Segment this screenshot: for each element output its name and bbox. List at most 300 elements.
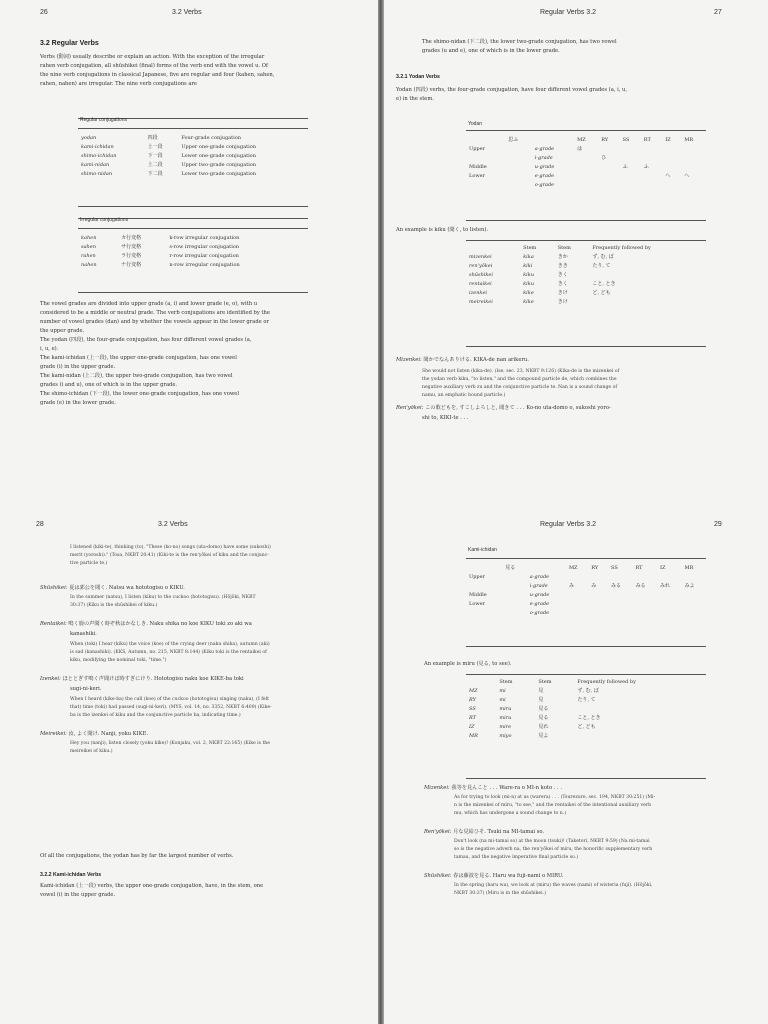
table-cell: みる	[635, 583, 646, 589]
table-cell	[574, 153, 598, 162]
table-row	[466, 270, 706, 279]
table-cell	[574, 180, 598, 189]
table-cell	[566, 608, 588, 617]
table-cell	[641, 171, 663, 180]
table-cell: a-grade	[529, 573, 550, 580]
table-row	[466, 563, 706, 572]
example-sentence: Mizenkei: 我等を見んこと . . . Ware-ra o MI-n koto . . .	[424, 785, 562, 791]
table-cell: きけ	[557, 299, 568, 305]
table-cell	[681, 590, 706, 599]
running-head: 3.2 Verbs	[172, 9, 202, 16]
table-cell: きく	[557, 272, 568, 278]
table-cell	[505, 162, 532, 171]
table-cell	[620, 144, 641, 153]
table-cell	[466, 677, 496, 686]
table-cell	[598, 144, 619, 153]
gloss-line: When I heard (kike-ba) the call (koe) of the cuckoo (hototogisu) singing (naku), (I felt	[70, 697, 269, 702]
text-line: Yodan (四段) verbs, the four-grade conjugation, have four different vowel grades (a, i, u,	[396, 87, 628, 93]
table-cell: MZ	[568, 564, 578, 571]
table-cell: IZ	[659, 564, 666, 571]
subsection-paragraph	[396, 86, 740, 104]
text-line: The vowel grades are divided into upper grade (a, i) and lower grade (e, o), with u	[40, 301, 258, 307]
table-cell	[641, 180, 663, 189]
table-cell: Lower one-grade conjugation	[181, 152, 256, 159]
table-cell: SS	[622, 136, 630, 143]
table-cell	[632, 590, 656, 599]
table-cell: u-grade	[529, 591, 550, 598]
table-cell	[466, 243, 520, 252]
table-cell	[466, 581, 502, 590]
table-row	[466, 695, 706, 704]
table-cell	[681, 162, 706, 171]
table-row	[466, 288, 706, 297]
table-row	[466, 153, 706, 162]
table-row	[466, 731, 706, 740]
table-cell: ひ	[601, 155, 607, 161]
table-cell	[502, 590, 526, 599]
gloss-line: ba is the izenkei of kiku and the conjunctive particle ba, indicating time.)	[70, 713, 241, 718]
gloss-line: In the spring (haru wa), we look at (miru) the waves (nami) of wisteria (fuji). (Hōjōki,	[454, 883, 653, 888]
table-cell: RY	[591, 564, 599, 571]
example-continued: sugi-ni-keri.	[70, 686, 102, 692]
table-cell: MZ	[577, 136, 586, 143]
table-cell: ren'yōkei	[469, 262, 493, 269]
subsection-heading: 3.2.2 Kami-ichidan Verbs	[40, 872, 102, 878]
table-cell: み	[591, 583, 597, 589]
table-cell	[505, 144, 532, 153]
table-cell: 見	[538, 688, 544, 694]
table-cell	[620, 171, 641, 180]
table-cell: RY	[469, 696, 476, 703]
table-caption: Irregular conjugations	[80, 217, 129, 223]
table-cell: Middle	[469, 591, 487, 598]
gloss-line: is sad (kanashiki). (KKS, Autumn, no. 215, NKBT 8:144) (Kiku toki is the rentaikei of	[70, 650, 267, 655]
subsection-heading: 3.2.1 Yodan Verbs	[396, 74, 440, 80]
gloss-line: namu, an emphatic bound particle.)	[422, 393, 506, 398]
text-line: the nine verb conjugations in classical Japanese, five are regular and four (kahen, sahen,	[40, 72, 275, 78]
table-cell: rentaikei	[469, 280, 492, 287]
table-cell: miru	[499, 705, 512, 712]
table-cell	[632, 572, 656, 581]
table-cell: みれ	[659, 583, 670, 589]
table-cell: Stem	[557, 244, 571, 251]
table-cell	[466, 608, 502, 617]
table-cell: MR	[684, 136, 694, 143]
table-row	[78, 133, 308, 142]
table-cell	[466, 563, 502, 572]
table-cell: Four-grade conjugation	[181, 134, 241, 141]
example-sentence: Rentaikei: 鳴く鹿の声聞く時ぞ秋はかなしき. Naku shika no koe KIKU toki zo aki wa	[40, 621, 252, 627]
table-row	[466, 590, 706, 599]
table-cell: きき	[557, 263, 568, 269]
table-cell	[502, 599, 526, 608]
table-caption: Yodan	[468, 121, 482, 127]
table-row	[466, 171, 706, 180]
example-sentence: Ren'yōkei: 月な見給ひそ. Tsuki na MI-tamai so.	[424, 829, 545, 835]
table-cell	[574, 704, 706, 713]
table-cell	[657, 590, 681, 599]
gloss-line: merit (yoroshi)." (Tosa, NKBT 20:41) (Kiki-te is the ren'yōkei of kiku and the conjunc-	[70, 553, 269, 558]
table-cell: Upper	[469, 573, 485, 580]
table-cell: カ行変格	[121, 235, 142, 241]
table-cell: kami-nidan	[81, 161, 110, 168]
text-line: i, u, e).	[40, 346, 59, 352]
table-cell	[502, 581, 526, 590]
table-row	[466, 722, 706, 731]
example-continued: kanashiki.	[70, 631, 97, 637]
table-cell: ど, ども	[577, 724, 596, 730]
yodan-grade-table	[466, 135, 706, 189]
table-cell	[589, 297, 706, 306]
closing-sentence: Of all the conjugations, the yodan has by far the largest number of verbs.	[40, 853, 234, 859]
table-cell: MR	[684, 564, 694, 571]
table-cell: たり, て	[577, 697, 596, 703]
table-cell: 下一段	[147, 153, 163, 159]
subsection-paragraph	[40, 882, 356, 900]
table-cell: k-row irregular conjugation	[169, 234, 240, 241]
table-cell	[608, 590, 632, 599]
table-cell	[620, 180, 641, 189]
page-28	[0, 512, 378, 1024]
table-row	[466, 144, 706, 153]
table-cell: ふ	[622, 164, 628, 170]
table-cell: r-row irregular conjugation	[169, 252, 239, 259]
table-cell	[641, 144, 663, 153]
running-head: Regular Verbs 3.2	[540, 521, 597, 528]
table-cell: 見れ	[538, 724, 549, 730]
kami-ichidan-grade-table	[466, 563, 706, 617]
table-cell: は	[577, 146, 583, 152]
table-cell	[608, 608, 632, 617]
table-cell: 下二段	[147, 171, 163, 177]
table-cell	[588, 572, 608, 581]
table-cell: Upper	[469, 145, 485, 152]
table-cell: e-grade	[534, 172, 555, 179]
text-line: Verbs (動詞) usually describe or explain an action. With the exception of the irregular	[40, 54, 265, 60]
table-cell: kike	[523, 289, 534, 296]
table-cell: Upper one-grade conjugation	[181, 143, 256, 150]
table-cell: こと, とき	[577, 715, 601, 721]
table-cell	[532, 135, 574, 144]
table-row	[466, 581, 706, 590]
table-cell	[681, 572, 706, 581]
table-cell	[681, 144, 706, 153]
table-cell	[641, 153, 663, 162]
table-cell	[566, 572, 588, 581]
text-line: grade (e) in the lower grade.	[40, 400, 116, 406]
table-cell: IZ	[469, 723, 475, 730]
table-row	[78, 142, 308, 151]
table-row	[466, 677, 706, 686]
table-row	[466, 713, 706, 722]
table-cell	[662, 144, 681, 153]
table-row	[466, 608, 706, 617]
table-cell: サ行変格	[121, 244, 142, 250]
gloss-line: tive particle te.)	[70, 561, 108, 566]
miru-forms-table	[466, 677, 706, 740]
table-cell	[681, 180, 706, 189]
table-cell	[608, 572, 632, 581]
table-cell: 上二段	[147, 162, 163, 168]
table-cell: RT	[643, 136, 651, 143]
page-number: 27	[714, 9, 722, 16]
table-cell: kiki	[523, 262, 533, 269]
table-cell	[598, 180, 619, 189]
table-row	[466, 572, 706, 581]
table-cell	[657, 572, 681, 581]
table-cell	[657, 599, 681, 608]
table-row	[466, 599, 706, 608]
table-row	[78, 169, 308, 178]
table-cell: kiku	[523, 280, 535, 287]
table-cell	[632, 599, 656, 608]
table-cell: kika	[523, 253, 534, 260]
gloss-line: Hey you (nanji), listen closely (yoku kike)! (Konjaku, vol. 2, NKBT 22:165) (Kike is the	[70, 741, 270, 746]
table-cell: Upper two-grade conjugation	[181, 161, 257, 168]
intro-paragraph	[422, 38, 740, 56]
table-cell: 見る	[505, 565, 516, 571]
example-renyokei: Ren'yōkei: この歌どもを, すこしよろしと, 聞きて . . . Ko-no uta-domo o, sukoshi yoro-	[396, 405, 611, 411]
table-cell: miyo	[499, 732, 512, 739]
table-cell: nahen	[81, 261, 97, 268]
table-cell	[681, 599, 706, 608]
table-cell: きけ	[557, 290, 568, 296]
text-line: considered to be a middle or neutral grade. The verb conjugations are identified by the	[40, 310, 270, 316]
gloss-line: As for trying to look (mi-n) at us (warera) . . . (Tsurezure, sec. 194, NKBT 30:251) (Mi-	[454, 795, 656, 800]
table-cell	[566, 599, 588, 608]
table-row	[466, 243, 706, 252]
text-line: grades (u and e), one of which is in the lower grade.	[422, 48, 560, 54]
gloss-line: that) time (toki) had passed (sugi-ni-keri). (MYS, vol. 14, no. 3352, NKBT 6:409) (Kike-	[70, 705, 272, 710]
table-cell: mire	[499, 723, 512, 730]
table-cell: RT	[469, 714, 477, 721]
gloss-line: I listened (kiki-te), thinking (to), "These (ko-no) songs (uta-domo) have some (sukoshi)	[70, 545, 271, 550]
table-cell: izenkei	[469, 289, 488, 296]
table-row	[466, 261, 706, 270]
table-cell: 思ふ	[508, 137, 519, 143]
example-intro: An example is miru (見る, to see).	[424, 661, 512, 667]
gloss-line: negative auxiliary verb zu and the conjunctive particle te. Nan is a sound change of	[422, 385, 618, 390]
irregular-conjugations-table	[78, 233, 308, 269]
table-cell: shimo-ichidan	[81, 152, 117, 159]
example-sentence: Shūshikei: 春は藤波を見る. Haru wa fuji-nami o MIRU.	[424, 873, 564, 879]
table-cell	[681, 153, 706, 162]
table-cell: Frequently followed by	[577, 678, 636, 685]
example-continued: shi to, KIKI-te . . .	[422, 415, 469, 421]
text-line: grades (i and u), one of which is in the upper grade.	[40, 382, 178, 388]
regular-conjugations-table	[78, 133, 308, 178]
example-mizenkei: Mizenkei: 聞かでなんありける. KIKA-de nan arikeru.	[396, 357, 529, 363]
text-line: The shimo-ichidan (下一段), the lower one-grade conjugation, has one vowel	[40, 391, 240, 397]
table-cell: ず, む, ば	[577, 688, 599, 694]
gloss-continued	[70, 544, 356, 568]
table-cell	[598, 171, 619, 180]
table-cell	[588, 599, 608, 608]
table-cell	[505, 153, 532, 162]
page-29	[384, 512, 768, 1024]
table-cell: mizenkei	[469, 253, 492, 260]
page-27	[384, 0, 768, 512]
text-line: number of vowel grades (dan) and by whether the vowels appear in the lower grade or	[40, 319, 269, 325]
text-line: Kami-ichidan (上一段) verbs, the upper one-grade conjugation, have, in the stem, one	[40, 883, 264, 889]
table-cell: shimo-nidan	[81, 170, 113, 177]
kiku-forms-table	[466, 243, 706, 306]
gloss-line: kiku, modifying the nominal toki, "time.")	[70, 658, 167, 663]
table-row	[466, 686, 706, 695]
running-head: 3.2 Verbs	[158, 521, 188, 528]
table-row	[78, 233, 308, 242]
table-cell: こと, とき	[592, 281, 616, 287]
text-line: The kami-ichidan (上一段), the upper one-grade conjugation, has one vowel	[40, 355, 237, 361]
running-head: Regular Verbs 3.2	[540, 9, 597, 16]
example-sentence: Izenkei: ほととぎす鳴く声聞けば時すぎにけり. Hototogisu naku koe KIKE-ba toki	[40, 676, 244, 682]
table-cell: へ	[665, 173, 671, 179]
table-cell: 四段	[147, 135, 158, 141]
table-cell: Lower two-grade conjugation	[181, 170, 257, 177]
table-cell: たり, て	[592, 263, 611, 269]
table-cell: mi	[499, 696, 506, 703]
gloss-line: She would not listen (kika-de). (Ise, sec. 23, NKBT 9:126) (Kika-de is the mizenkei of	[422, 369, 620, 374]
table-cell: shūshikei	[469, 271, 493, 278]
table-row	[466, 252, 706, 261]
table-cell	[662, 153, 681, 162]
table-cell	[662, 180, 681, 189]
table-row	[466, 297, 706, 306]
table-cell: きか	[557, 254, 568, 260]
table-cell	[657, 608, 681, 617]
table-cell	[662, 162, 681, 171]
table-cell	[574, 162, 598, 171]
table-cell: Stem	[538, 678, 552, 685]
gloss-line: n is the mizenkei of miru, "to see," and the rentaikei of the intentional auxiliary verb	[454, 803, 652, 808]
table-cell: きく	[557, 281, 568, 287]
table-cell: ず, む, ば	[592, 254, 614, 260]
table-caption: Regular conjugations	[80, 117, 127, 123]
table-row	[78, 242, 308, 251]
table-cell: kike	[523, 298, 534, 305]
table-cell: 見	[538, 697, 544, 703]
table-cell: kiku	[523, 271, 535, 278]
table-cell: RT	[635, 564, 643, 571]
table-cell: kami-ichidan	[81, 143, 114, 150]
table-row	[78, 151, 308, 160]
table-cell	[505, 171, 532, 180]
table-cell: RY	[601, 136, 609, 143]
table-cell: Stem	[523, 244, 537, 251]
table-cell: mi	[499, 687, 506, 694]
body-paragraph	[40, 300, 356, 408]
table-row	[78, 260, 308, 269]
table-cell	[505, 180, 532, 189]
table-cell	[598, 162, 619, 171]
table-cell: みよ	[684, 583, 695, 589]
table-cell: み	[568, 583, 574, 589]
gloss-line: meireikei of kiku.)	[70, 749, 113, 754]
page-number: 26	[40, 9, 48, 16]
table-row	[466, 162, 706, 171]
table-cell: meireikei	[469, 298, 493, 305]
table-cell: へ	[684, 173, 690, 179]
table-cell: Lower	[469, 600, 485, 607]
intro-paragraph	[40, 53, 356, 89]
table-cell: 見よ	[538, 733, 549, 739]
table-cell	[589, 270, 706, 279]
table-row	[466, 704, 706, 713]
table-cell: s-row irregular conjugation	[169, 243, 240, 250]
table-cell: Middle	[469, 163, 487, 170]
table-cell	[632, 608, 656, 617]
table-cell	[608, 599, 632, 608]
table-cell: ど, ども	[592, 290, 611, 296]
table-cell: miru	[499, 714, 512, 721]
text-line: The shimo-nidan (下二段), the lower two-grade conjugation, has two vowel	[422, 39, 617, 45]
table-cell	[588, 590, 608, 599]
gloss-line: tamau, and the negative imperative final particle so.)	[454, 855, 578, 860]
table-cell: MZ	[469, 687, 478, 694]
text-line: The kami-nidan (上二段), the upper two-grade conjugation, has two vowel	[40, 373, 233, 379]
table-cell	[502, 572, 526, 581]
table-cell: a-grade	[534, 145, 555, 152]
gloss-line: NKBT 30:37) (Miru is in the shūshikei.)	[454, 891, 546, 896]
table-caption: Kami-ichidan	[468, 547, 497, 553]
example-gloss	[422, 368, 740, 400]
table-cell	[466, 180, 505, 189]
table-cell: SS	[611, 564, 618, 571]
table-cell	[566, 590, 588, 599]
table-cell	[588, 608, 608, 617]
table-cell: 見る	[538, 715, 549, 721]
table-cell: yodan	[81, 134, 97, 141]
table-cell	[620, 153, 641, 162]
table-cell: o-grade	[529, 609, 550, 616]
gloss-line: so is the negative adverb na, the ren'yōkei of miru, the honorific supplementary verb	[454, 847, 653, 852]
text-line: rahen verb conjugation, all shūshikei (final) forms of the verb end with the vowel u. Of	[40, 63, 268, 69]
page-number: 29	[714, 521, 722, 528]
table-cell: i-grade	[534, 154, 553, 161]
text-line: rahen, nahen) are irregular. The nine verb conjugations are	[40, 81, 198, 87]
table-cell: 上一段	[147, 144, 163, 150]
table-cell: SS	[469, 705, 476, 712]
table-cell: ふ	[643, 164, 649, 170]
table-cell: o-grade	[534, 181, 555, 188]
table-row	[78, 160, 308, 169]
table-cell	[574, 731, 706, 740]
text-line: The yodan (四段), the four-grade conjugation, has four different vowel grades (a,	[40, 337, 252, 343]
gloss-line: mu, which has undergone a sound change to n.)	[454, 811, 566, 816]
gloss-line: When (toki) I hear (kiku) the voice (koe) of the crying deer (naku shika), autumn (aki)	[70, 642, 270, 647]
text-line: e) in the stem.	[396, 96, 434, 102]
table-cell	[574, 171, 598, 180]
table-cell: IZ	[665, 136, 671, 143]
table-row	[78, 251, 308, 260]
table-cell: Stem	[499, 678, 513, 685]
page-26	[0, 0, 378, 512]
gloss-line: Don't look (na mi-tamai so) at the moon (tsuki)! (Taketori, NKBT 9:59) (Na mi-tamai	[454, 839, 650, 844]
section-heading: 3.2 Regular Verbs	[40, 40, 99, 47]
table-cell	[466, 135, 505, 144]
table-row	[466, 180, 706, 189]
example-sentence: Meireikei: 汝, よく聞け. Nanji, yoku KIKE.	[40, 731, 149, 737]
table-cell: Lower	[469, 172, 485, 179]
table-cell: n-row irregular conjugation	[169, 261, 240, 268]
table-row	[466, 135, 706, 144]
text-line: vowel (i) in the upper grade.	[40, 892, 116, 898]
gloss-line: the yodan verb kiku, "to listen," and the compound particle de, which combines the	[422, 377, 617, 382]
example-sentence: Shūshikei: 夏は郭公を聞く. Natsu wa hototogisu o KIKU.	[40, 585, 185, 591]
example-intro: An example is kiku (聞く, to listen).	[396, 227, 489, 233]
table-cell: 見る	[538, 706, 549, 712]
table-cell: kahen	[81, 234, 97, 241]
